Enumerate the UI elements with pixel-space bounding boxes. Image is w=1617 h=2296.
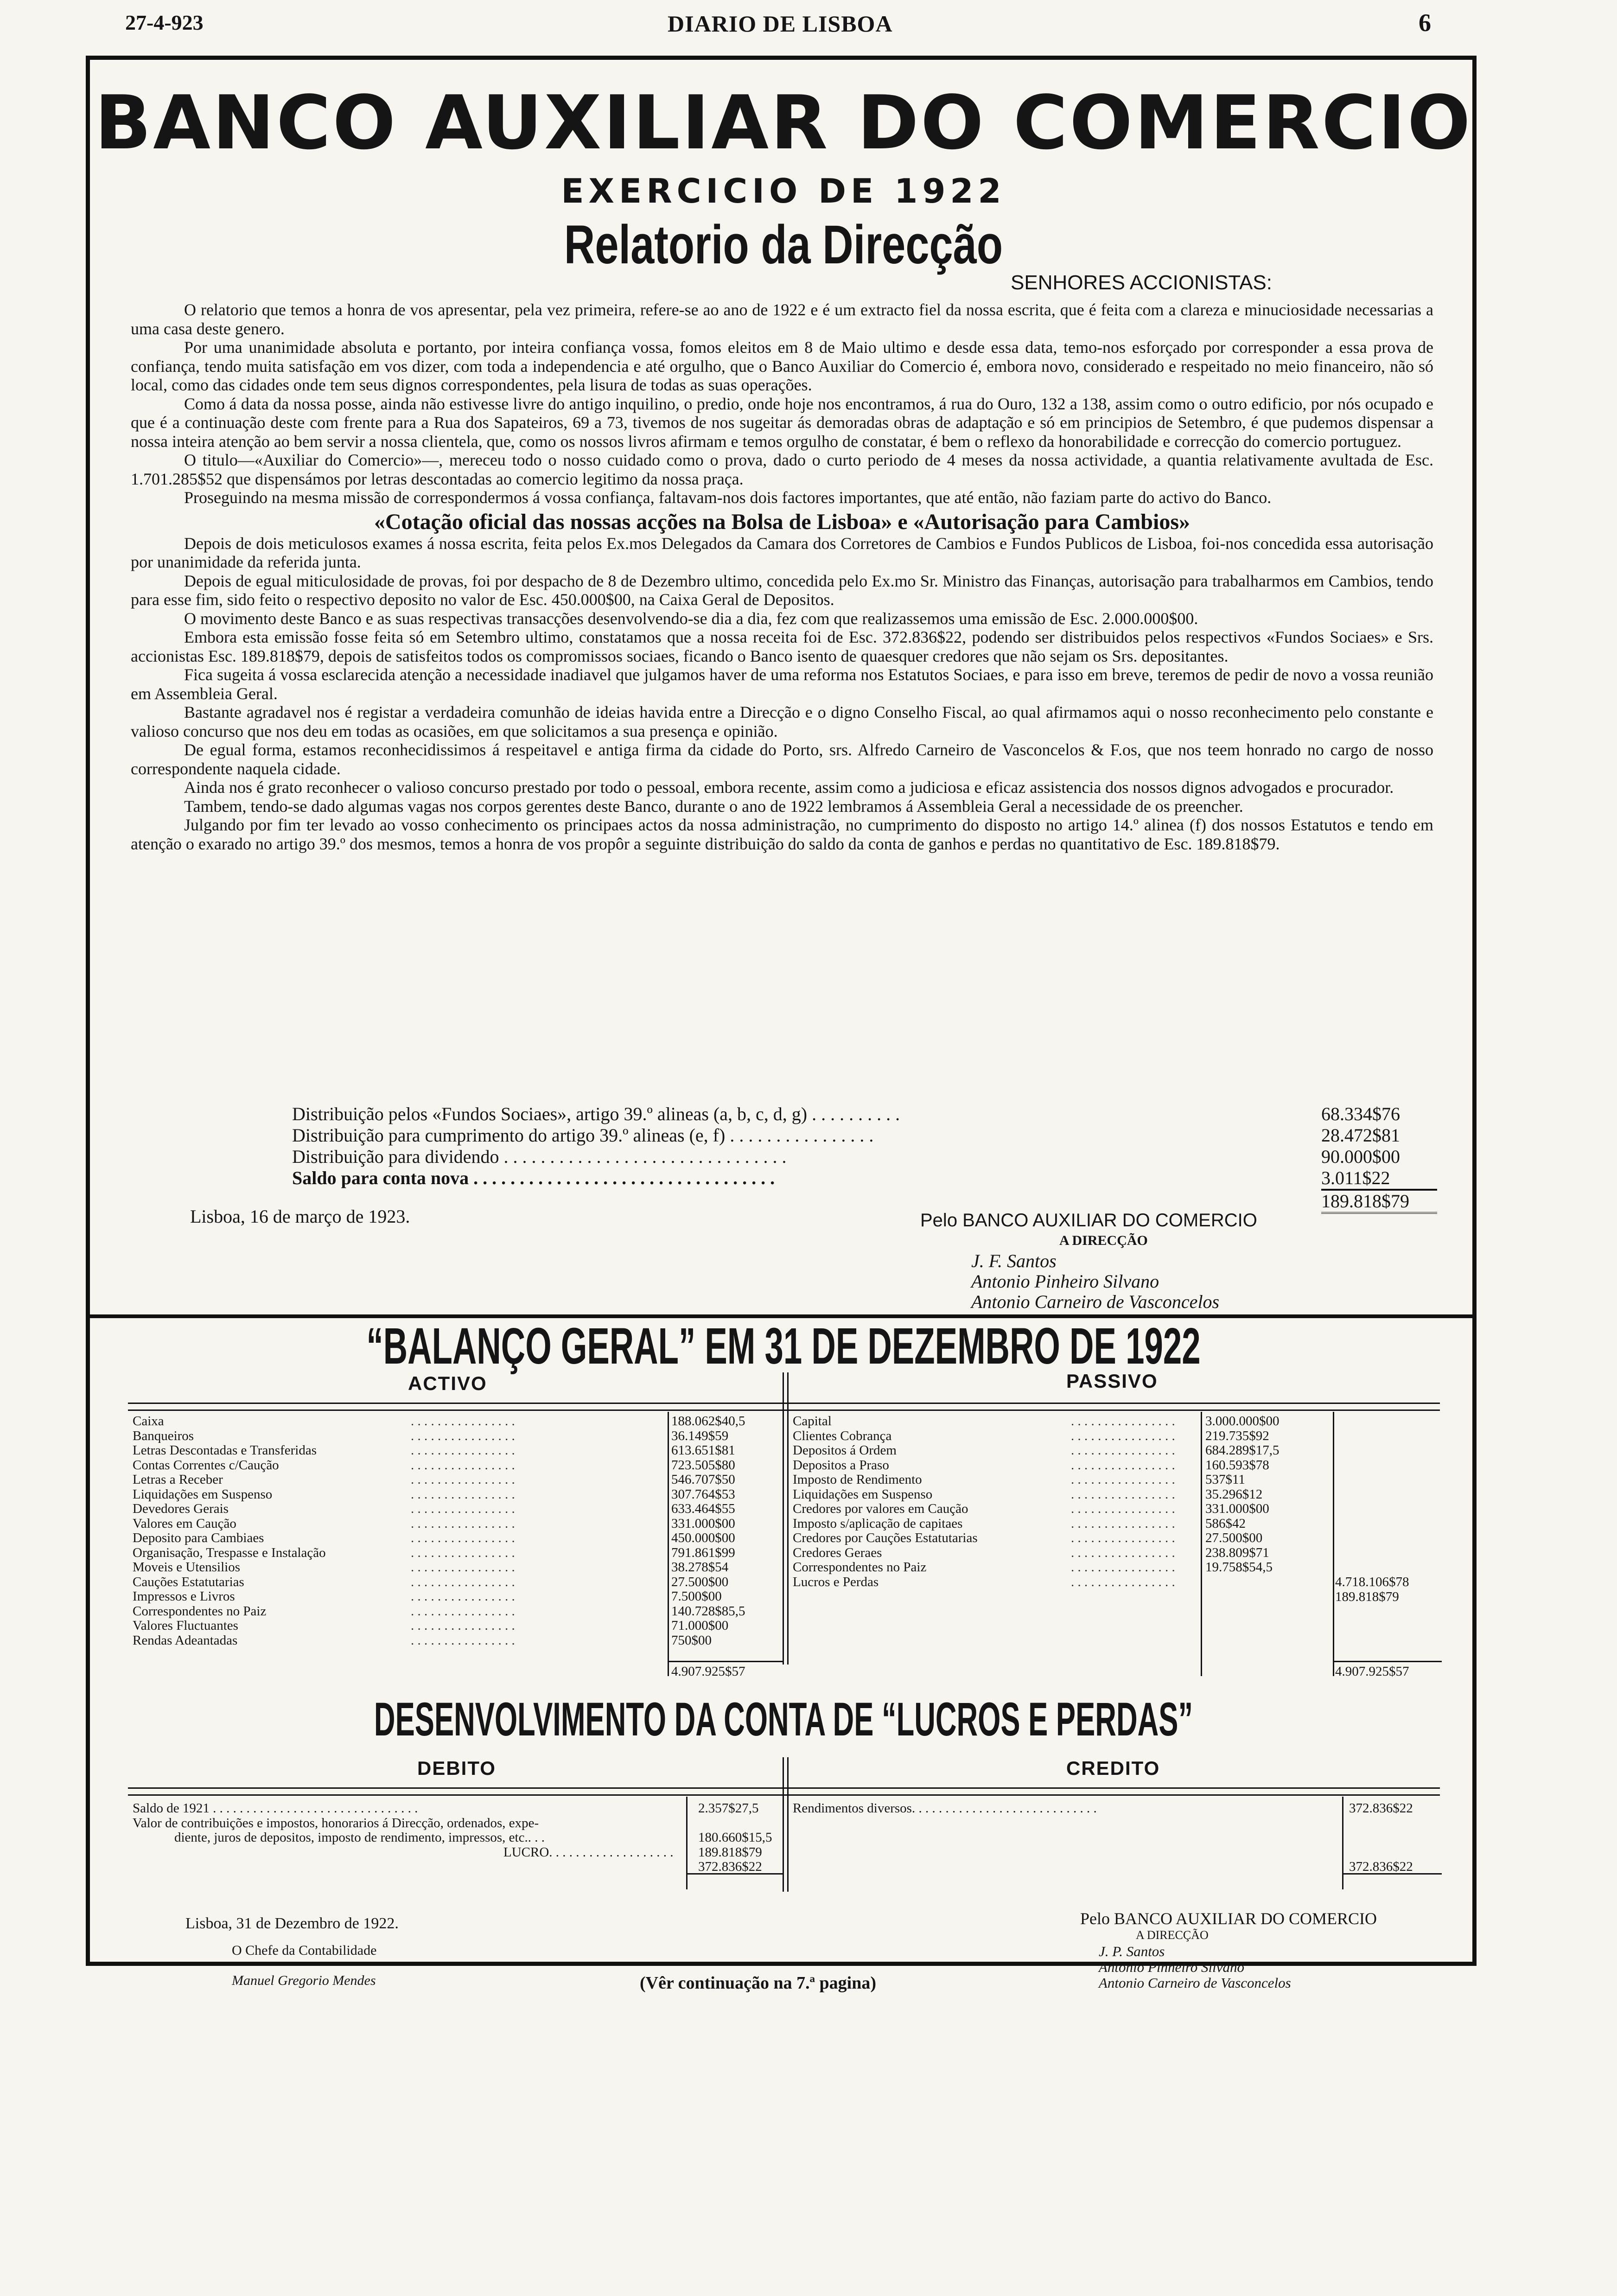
column-divider (783, 1372, 784, 1665)
issue-date: 27-4-923 (125, 11, 204, 34)
distribution-label: Distribuição pelos «Fundos Sociaes», artigo 39.º alineas (a, b, c, d, g) . . . . . . . . . . (292, 1103, 900, 1124)
row-label: Credores por Cauções Estatutarias (793, 1531, 978, 1545)
leader-dots: . . . . . . . . . . . . . . . . (411, 1589, 515, 1604)
table-rule (128, 1403, 1440, 1404)
distribution-total: 189.818$79 (1321, 1189, 1437, 1214)
report-title: Relatorio da Direcção (564, 214, 1003, 275)
row-value: 307.764$53 (671, 1486, 735, 1502)
row-value: 750$00 (671, 1633, 712, 1648)
report-paragraph: O relatorio que temos a honra de vos apresentar, pela vez primeira, refere-se ao ano de 1922 e é um extracto fiel da nossa escrita, que é feita com a clareza e minuciosidade necessarias a uma casa deste genero. (131, 300, 1433, 338)
leader-dots: . . . . . . . . . . . . . . . . (1071, 1574, 1175, 1589)
table-row (793, 1546, 1442, 1561)
salutation: SENHORES ACCIONISTAS: (1011, 271, 1272, 294)
table-row (133, 1502, 782, 1517)
debito-total: 372.836$22 (698, 1859, 762, 1874)
row-label: Letras a Receber (133, 1472, 223, 1487)
balance-title: “BALANÇO GERAL” EM 31 DE DEZEMBRO DE 1922 (366, 1318, 1201, 1375)
row-value: 546.707$50 (671, 1472, 735, 1487)
chief-accountant-name: Manuel Gregorio Mendes (232, 1973, 376, 1988)
row-value: 537$11 (1205, 1472, 1245, 1487)
row-label: Lucros e Perdas (793, 1574, 879, 1589)
leader-dots: . . . . . . . . . . . . . . . . (1071, 1516, 1175, 1531)
report-paragraph: O titulo—«Auxiliar do Comercio»—, mereceu todo o nosso cuidado como o prova, dado o curto periodo de 4 meses da nossa actividade, a quantia relativamente avultada de Esc. 1.701.285$52 que dispensámos por letras descontadas ao comercio legitimo da nossa praça. (131, 451, 1433, 488)
distribution-table (292, 1103, 1437, 1210)
leader-dots: . . . . . . . . . . . . . . . . (1071, 1428, 1175, 1443)
leader-dots: . . . . . . . . . . . . . . . . (411, 1574, 515, 1589)
row-value: 633.464$55 (671, 1501, 735, 1516)
row-value: 160.593$78 (1205, 1457, 1269, 1473)
distribution-label: Saldo para conta nova . . . . . . . . . . . . . . . . . . . . . . . . . . . . . . . . . (292, 1167, 775, 1188)
leader-dots: . . . . . . . . . . . . . . . . (411, 1414, 515, 1429)
leader-dots: . . . . . . . . . . . . . . . . (1071, 1486, 1175, 1502)
table-row (133, 1546, 782, 1561)
report-signature (920, 1210, 1257, 1312)
distribution-amount: 28.472$81 (1321, 1125, 1400, 1146)
table-row (133, 1575, 782, 1590)
passivo-header: PASSIVO (1066, 1370, 1158, 1392)
signature-name: Antonio Carneiro de Vasconcelos (971, 1291, 1220, 1312)
table-row (793, 1560, 1442, 1575)
row-label: Moveis e Utensilios (133, 1560, 240, 1575)
debito-row: diente, juros de depositos, imposto de rendimento, impressos, etc.. . . 180.660$15,5 (174, 1830, 772, 1845)
row-label: Organisação, Trespasse e Instalação (133, 1545, 326, 1560)
report-paragraph: O movimento deste Banco e as suas respectivas transacções desenvolvendo-se dia a dia, fez com que realizassemos uma emissão de Esc. 2.000.000$00. (184, 609, 1198, 628)
row-value: 684.289$17,5 (1205, 1443, 1280, 1458)
report-paragraph: Fica sugeita á vossa esclarecida atenção a necessidade inadiavel que julgamos haver de uma reforma nos Estatutos Sociaes, e para isso em breve, teremos de pedir de novo a vossa reunião em Assembleia Geral. (131, 665, 1433, 703)
passivo-lucros: 189.818$79 (1335, 1589, 1399, 1604)
distribution-total-row (292, 1189, 1437, 1210)
table-row (133, 1473, 782, 1487)
signature-name: J. P. Santos (1099, 1943, 1165, 1959)
row-label: Clientes Cobrança (793, 1428, 892, 1443)
row-value: 27.500$00 (671, 1574, 729, 1589)
row-value: 140.728$85,5 (671, 1603, 745, 1619)
table-row (133, 1517, 782, 1531)
leader-dots: . . . . . . . . . . . . . . . . (1071, 1560, 1175, 1575)
passivo-table (793, 1414, 1442, 1589)
row-value: 450.000$00 (671, 1531, 735, 1545)
report-paragraph: Depois de dois meticulosos exames á nossa escrita, feita pelos Ex.mos Delegados da Camara dos Corretores de Cambios e Fundos Publicos de Lisboa, foi-nos concedida essa autorisação por unanimidade da referida junta. (131, 534, 1433, 571)
credito-total: 372.836$22 (1349, 1859, 1413, 1874)
activo-total-row (671, 1665, 745, 1679)
row-value: 331.000$00 (1205, 1501, 1269, 1516)
leader-dots: . . . . . . . . . . . . . . . . (1071, 1443, 1175, 1458)
table-row (133, 1560, 782, 1575)
report-date: Lisboa, 16 de março de 1923. (190, 1206, 410, 1227)
distribution-label: Distribuição para cumprimento do artigo 39.º alineas (e, f) . . . . . . . . . . . . . . . . (292, 1125, 874, 1146)
distribution-amount: 3.011$22 (1321, 1167, 1390, 1188)
row-value: 219.735$92 (1205, 1428, 1269, 1443)
table-row (793, 1414, 1442, 1429)
leader-dots: . . . . . . . . . . . . . . . . (411, 1618, 515, 1633)
row-label: Credores por valores em Caução (793, 1501, 968, 1516)
table-row (133, 1487, 782, 1502)
leader-dots: . . . . . . . . . . . . . . . . (411, 1516, 515, 1531)
row-label: Devedores Gerais (133, 1501, 229, 1516)
debito-row: Saldo de 1921 . . . . . . . . . . . . . . . . . . . . . . . . . . . . . . . 2.357$27,5 (133, 1801, 759, 1816)
report-paragraph: Proseguindo na mesma missão de correspondermos á vossa confiança, faltavam-nos dois factores importantes, que até então, não faziam parte do activo do Banco. (184, 488, 1272, 507)
row-value: 7.500$00 (671, 1589, 722, 1604)
table-row (133, 1414, 782, 1429)
leader-dots: . . . . . . . . . . . . . . . . (1071, 1501, 1175, 1516)
row-label: Deposito para Cambiaes (133, 1531, 264, 1545)
column-divider (787, 1372, 789, 1665)
row-value: 331.000$00 (671, 1516, 735, 1531)
report-body (131, 300, 1433, 853)
leader-dots: . . . . . . . . . . . . . . . . (1071, 1414, 1175, 1429)
activo-header: ACTIVO (408, 1372, 487, 1394)
row-value: 586$42 (1205, 1516, 1246, 1531)
row-label: Cauções Estatutarias (133, 1574, 244, 1589)
report-paragraph: Bastante agradavel nos é registar a verdadeira comunhão de ideias havida entre a Direcção e o digno Conselho Fiscal, ao qual afirmamos aqui o nosso reconhecimento pelo constante e valioso concurso que nos deu em todas as ocasiões, em que solicitamos a sua presença e opinião. (131, 703, 1433, 740)
report-paragraph: Julgando por fim ter levado ao vosso conhecimento os principaes actos da nossa administração, no cumprimento do disposto no artigo 14.º alinea (f) dos nossos Estatutos e tendo em atenção o exarado no artigo 39.º dos mesmos, temos a honra de vos propôr a seguinte distribuição do saldo da conta de ganhos e perdas no quantitativo de Esc. 189.818$79. (131, 816, 1433, 853)
table-row (133, 1619, 782, 1633)
debito-total-row (133, 1860, 782, 1875)
row-label: Liquidações em Suspenso (133, 1486, 273, 1502)
report-paragraph: De egual forma, estamos reconhecidissimos á respeitavel e antiga firma da cidade do Porto, srs. Alfredo Carneiro de Vasconcelos & F.os, que nos teem honrado no cargo de nosso correspondente naquela cidade. (131, 740, 1433, 778)
row-label: Impressos e Livros (133, 1589, 235, 1604)
report-paragraph: Embora esta emissão fosse feita só em Setembro ultimo, constatamos que a nossa receita foi de Esc. 372.836$22, podendo ser distribuidos pelos respectivos «Fundos Sociaes» e Srs. accionistas Esc. 189.818$79, depois de satisfeitos todos os compromissos sociaes, ficando o Banco isento de quaesquer credores que não sejam os Srs. depositantes. (131, 628, 1433, 665)
signature-name: Antonio Pinheiro Silvano (971, 1271, 1159, 1292)
newspaper-name: DIARIO DE LISBOA (668, 11, 893, 37)
leader-dots: . . . . . . . . . . . . . . . . (1071, 1545, 1175, 1560)
row-label: Imposto de Rendimento (793, 1472, 922, 1487)
row-value: 3.000.000$00 (1205, 1414, 1280, 1429)
leader-dots: . . . . . . . . . . . . . . . . (411, 1486, 515, 1502)
signature-name: J. F. Santos (971, 1250, 1057, 1271)
debito-row: LUCRO. . . . . . . . . . . . . . . . . . . 189.818$79 (503, 1844, 762, 1860)
row-value: 613.651$81 (671, 1443, 735, 1458)
column-divider (787, 1757, 789, 1892)
leader-dots: . . . . . . . . . . . . . . . . (411, 1633, 515, 1648)
leader-dots: . . . . . . . . . . . . . . . . (411, 1560, 515, 1575)
distribution-row (292, 1125, 1437, 1146)
leader-dots: . . . . . . . . . . . . . . . . (411, 1501, 515, 1516)
table-row (793, 1473, 1442, 1487)
table-row (793, 1517, 1442, 1531)
profit-loss-title: DESENVOLVIMENTO DA CONTA DE “LUCROS E PERDAS” (374, 1693, 1193, 1746)
table-row (133, 1633, 782, 1648)
table-rule (128, 1409, 1440, 1411)
leader-dots: . . . . . . . . . . . . . . . . (411, 1457, 515, 1473)
row-value: 238.809$71 (1205, 1545, 1269, 1560)
table-rule (128, 1794, 1440, 1796)
row-value: 19.758$54,5 (1205, 1560, 1273, 1575)
row-label: Banqueiros (133, 1428, 194, 1443)
table-row (793, 1531, 1442, 1546)
leader-dots: . . . . . . . . . . . . . . . . (1071, 1531, 1175, 1545)
report-paragraph: Tambem, tendo-se dado algumas vagas nos corpos gerentes deste Banco, durante o ano de 1922 lembramos á Assembleia Geral a necessidade de os preencher. (184, 797, 1243, 816)
table-row (133, 1604, 782, 1619)
leader-dots: . . . . . . . . . . . . . . . . (411, 1603, 515, 1619)
table-row (793, 1502, 1442, 1517)
table-row (793, 1443, 1442, 1458)
row-label: Correspondentes no Paiz (133, 1603, 267, 1619)
report-paragraphs-2 (131, 534, 1433, 854)
row-label: Depositos a Praso (793, 1457, 889, 1473)
debito-table (133, 1801, 782, 1875)
signature-for: Pelo BANCO AUXILIAR DO COMERCIO (1080, 1909, 1377, 1928)
table-row (133, 1531, 782, 1546)
row-label: Credores Geraes (793, 1545, 882, 1560)
passivo-total-row (1335, 1665, 1409, 1679)
table-row (793, 1429, 1442, 1444)
leader-dots: . . . . . . . . . . . . . . . . (1071, 1457, 1175, 1473)
table-row (793, 1487, 1442, 1502)
row-label: Valores Fluctuantes (133, 1618, 238, 1633)
distribution-amount: 68.334$76 (1321, 1103, 1400, 1124)
passivo-subtotal: 4.718.106$78 (1335, 1575, 1409, 1589)
exercise-heading: EXERCICIO DE 1922 (561, 172, 1006, 210)
row-value: 791.861$99 (671, 1545, 735, 1560)
debito-row: Valor de contribuições e impostos, honorarios á Direcção, ordenados, expe- (133, 1815, 539, 1830)
distribution-label: Distribuição para dividendo . . . . . . . . . . . . . . . . . . . . . . . . . . . . . . . (292, 1146, 787, 1167)
total-rule (668, 1661, 783, 1662)
table-row (133, 1443, 782, 1458)
activo-table (133, 1414, 782, 1648)
leader-dots: . . . . . . . . . . . . . . . . (411, 1472, 515, 1487)
row-value: 35.296$12 (1205, 1486, 1263, 1502)
row-label: Letras Descontadas e Transferidas (133, 1443, 317, 1458)
credito-total-row (793, 1860, 1442, 1875)
report-paragraphs-1 (131, 300, 1433, 507)
distribution-row (292, 1103, 1437, 1125)
table-row (133, 1589, 782, 1604)
leader-dots: . . . . . . . . . . . . . . . . (411, 1443, 515, 1458)
distribution-row (292, 1146, 1437, 1167)
column-divider (783, 1757, 784, 1892)
table-rule (128, 1787, 1440, 1789)
row-value: 723.505$80 (671, 1457, 735, 1473)
leader-dots: . . . . . . . . . . . . . . . . (411, 1428, 515, 1443)
activo-total: 4.907.925$57 (671, 1664, 745, 1679)
credito-row: Rendimentos diversos. . . . . . . . . . . . . . . . . . . . . . . . . . . . 372.836$22 (793, 1801, 1413, 1816)
credito-header: CREDITO (1066, 1757, 1160, 1779)
report-paragraph: Por uma unanimidade absoluta e portanto, por inteira confiança vossa, fomos eleitos em 8 de Maio ultimo e desde essa data, temo-nos esforçado por corresponder a essa prova de confiança, tendo muita satisfação em vos dizer, com toda a independencia e até orgulho, que o Banco Auxiliar do Comercio é, embora novo, considerado e respeitado no meio financeiro, não só local, como das cidades onde tem seus dignos correspondentes, pela lisura de todas as suas operações. (131, 338, 1433, 394)
signature-name: Antonio Carneiro de Vasconcelos (1099, 1975, 1291, 1991)
signature-name: Antonio Pinheiro Silvano (1099, 1959, 1244, 1975)
leader-dots: . . . . . . . . . . . . . . . . (1071, 1472, 1175, 1487)
credito-table (793, 1801, 1442, 1875)
row-label: Valores em Caução (133, 1516, 236, 1531)
page-number: 6 (1419, 9, 1431, 37)
passivo-side-totals (1335, 1575, 1442, 1604)
row-value: 27.500$00 (1205, 1531, 1263, 1545)
report-paragraph: Como á data da nossa posse, ainda não estivesse livre do antigo inquilino, o predio, onde hoje nos encontramos, á rua do Ouro, 132 a 138, assim como o outro edificio, por nós ocupado e que é a continuação deste com frente para a Rua dos Sapateiros, 69 a 73, tivemos de nos sugeitar ás demoradas obras de adaptação e só em principios de Setembro, é que pudemos dispensar a nossa inteira atenção ao bem servir a nossa clientela, que, como os nossos livros afirmam e temos orgulho de constatar, é bem o reflexo da honorabilidade e correcção do comercio portuguez. (131, 394, 1433, 451)
table-row (133, 1429, 782, 1444)
signature-direction: A DIRECÇÃO (1059, 1233, 1148, 1248)
debito-header: DEBITO (417, 1757, 496, 1779)
chief-accountant-title: O Chefe da Contabilidade (232, 1943, 377, 1958)
row-label: Capital (793, 1414, 832, 1429)
continuation-note: (Vêr continuação na 7.ª pagina) (640, 1973, 876, 1993)
report-paragraph: Depois de egual miticulosidade de provas, foi por despacho de 8 de Dezembro ultimo, concedida pelo Ex.mo Sr. Ministro das Finanças, autorisação para trabalharmos em Cambios, tendo para esse fim, sido feito o respectivo deposito no valor de Esc. 450.000$00, na Caixa Geral de Depositos. (131, 571, 1433, 609)
balance-date: Lisboa, 31 de Dezembro de 1922. (185, 1915, 399, 1932)
passivo-total: 4.907.925$57 (1335, 1664, 1409, 1679)
bank-title: BANCO AUXILIAR DO COMERCIO (95, 79, 1472, 166)
distribution-amount: 90.000$00 (1321, 1146, 1400, 1167)
row-value: 36.149$59 (671, 1428, 729, 1443)
row-label: Liquidações em Suspenso (793, 1486, 933, 1502)
table-row (793, 1458, 1442, 1473)
row-label: Rendas Adeantadas (133, 1633, 238, 1648)
signature-for: Pelo BANCO AUXILIAR DO COMERCIO (920, 1210, 1257, 1231)
row-label: Imposto s/aplicação de capitaes (793, 1516, 963, 1531)
row-value: 38.278$54 (671, 1560, 729, 1575)
row-value: 188.062$40,5 (671, 1414, 745, 1429)
total-rule (1333, 1661, 1442, 1662)
distribution-row (292, 1167, 1437, 1189)
row-label: Depositos á Ordem (793, 1443, 897, 1458)
leader-dots: . . . . . . . . . . . . . . . . (411, 1531, 515, 1545)
balance-signature (1080, 1910, 1377, 1991)
report-paragraph: Ainda nos é grato reconhecer o valioso concurso prestado por todo o pessoal, embora recente, assim como a judiciosa e eficaz assistencia dos nossos dignos advogados e procurador. (184, 778, 1394, 797)
row-value: 71.000$00 (671, 1618, 729, 1633)
row-label: Correspondentes no Paiz (793, 1560, 927, 1575)
leader-dots: . . . . . . . . . . . . . . . . (411, 1545, 515, 1560)
row-label: Caixa (133, 1414, 164, 1429)
row-label: Contas Correntes c/Caução (133, 1457, 279, 1473)
signature-direction: A DIRECÇÃO (1136, 1928, 1209, 1942)
table-row (133, 1458, 782, 1473)
report-subheading: «Cotação oficial das nossas acções na Bolsa de Lisboa» e «Autorisação para Cambios» (374, 509, 1190, 534)
